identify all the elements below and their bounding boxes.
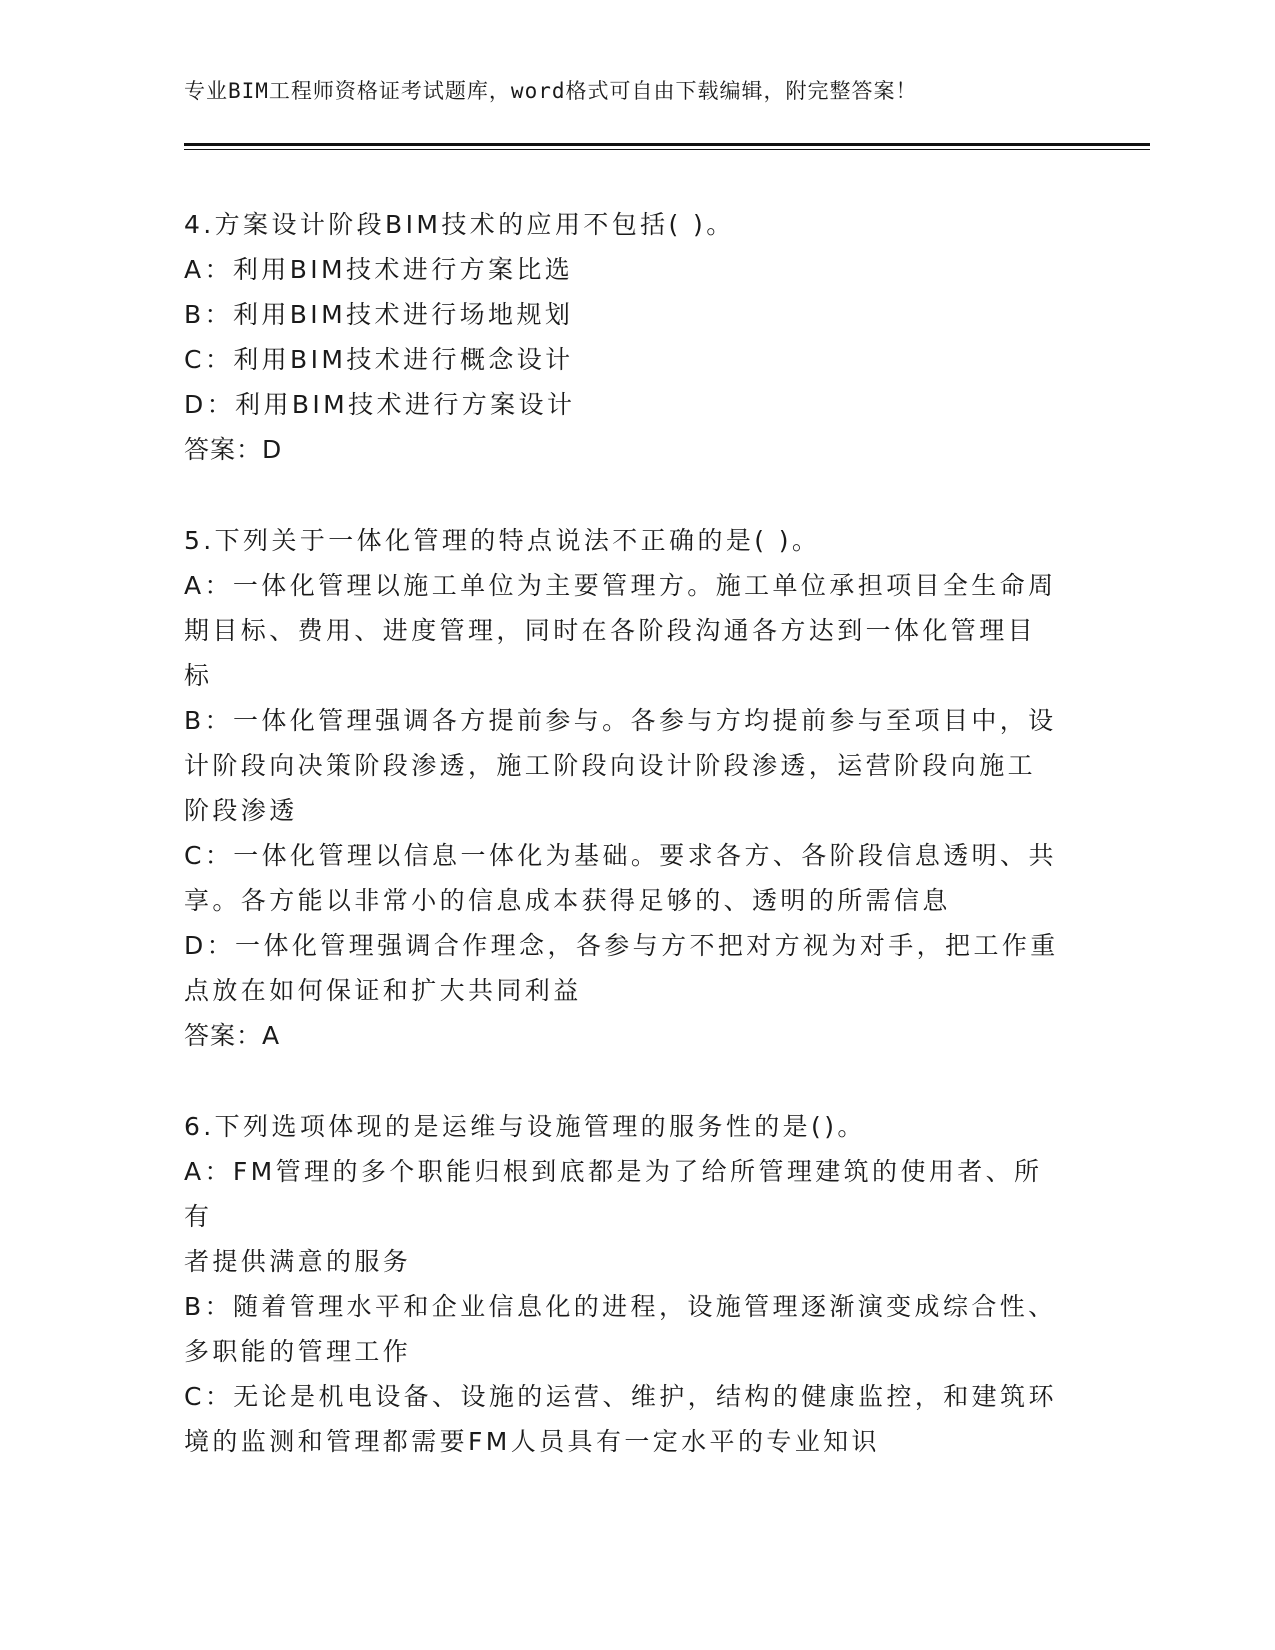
option-line: C：利用BIM技术进行概念设计 xyxy=(184,345,574,374)
answer-line: 答案：D xyxy=(184,435,283,464)
option-line: A：一体化管理以施工单位为主要管理方。施工单位承担项目全生命周 xyxy=(184,571,1057,600)
question-stem: 5.下列关于一体化管理的特点说法不正确的是( )。 xyxy=(184,526,821,555)
question-6 xyxy=(184,1104,1064,1464)
option-line: A：FM管理的多个职能归根到底都是为了给所管理建筑的使用者、所有 xyxy=(184,1157,1043,1231)
option-line: 点放在如何保证和扩大共同利益 xyxy=(184,976,582,1005)
option-line: B：随着管理水平和企业信息化的进程，设施管理逐渐演变成综合性、 xyxy=(184,1292,1057,1321)
option-line: 者提供满意的服务 xyxy=(184,1247,412,1276)
option-line: D：利用BIM技术进行方案设计 xyxy=(184,390,576,419)
option-line: 标 xyxy=(184,661,213,690)
option-line: 多职能的管理工作 xyxy=(184,1337,412,1366)
option-line: 计阶段向决策阶段渗透，施工阶段向设计阶段渗透，运营阶段向施工 xyxy=(184,751,1037,780)
question-stem: 6.下列选项体现的是运维与设施管理的服务性的是()。 xyxy=(184,1112,866,1141)
page-header: 专业BIM工程师资格证考试题库，word格式可自由下载编辑，附完整答案！ xyxy=(184,79,918,103)
question-5 xyxy=(184,518,1064,1058)
option-line: 境的监测和管理都需要FM人员具有一定水平的专业知识 xyxy=(184,1427,880,1456)
question-stem: 4.方案设计阶段BIM技术的应用不包括( )。 xyxy=(184,210,735,239)
option-line: B：利用BIM技术进行场地规划 xyxy=(184,300,574,329)
option-line: C：一体化管理以信息一体化为基础。要求各方、各阶段信息透明、共 xyxy=(184,841,1057,870)
option-line: A：利用BIM技术进行方案比选 xyxy=(184,255,574,284)
question-4 xyxy=(184,202,1064,472)
option-line: C：无论是机电设备、设施的运营、维护，结构的健康监控，和建筑环 xyxy=(184,1382,1057,1411)
option-line: 期目标、费用、进度管理，同时在各阶段沟通各方达到一体化管理目 xyxy=(184,616,1037,645)
header-rule-thick xyxy=(184,143,1150,146)
option-line: 阶段渗透 xyxy=(184,796,298,825)
answer-line: 答案：A xyxy=(184,1021,281,1050)
option-line: D：一体化管理强调合作理念，各参与方不把对方视为对手，把工作重 xyxy=(184,931,1059,960)
question-list xyxy=(184,202,1064,1510)
option-line: 享。各方能以非常小的信息成本获得足够的、透明的所需信息 xyxy=(184,886,951,915)
header-rule-thin xyxy=(184,149,1150,150)
option-line: B：一体化管理强调各方提前参与。各参与方均提前参与至项目中，设 xyxy=(184,706,1057,735)
